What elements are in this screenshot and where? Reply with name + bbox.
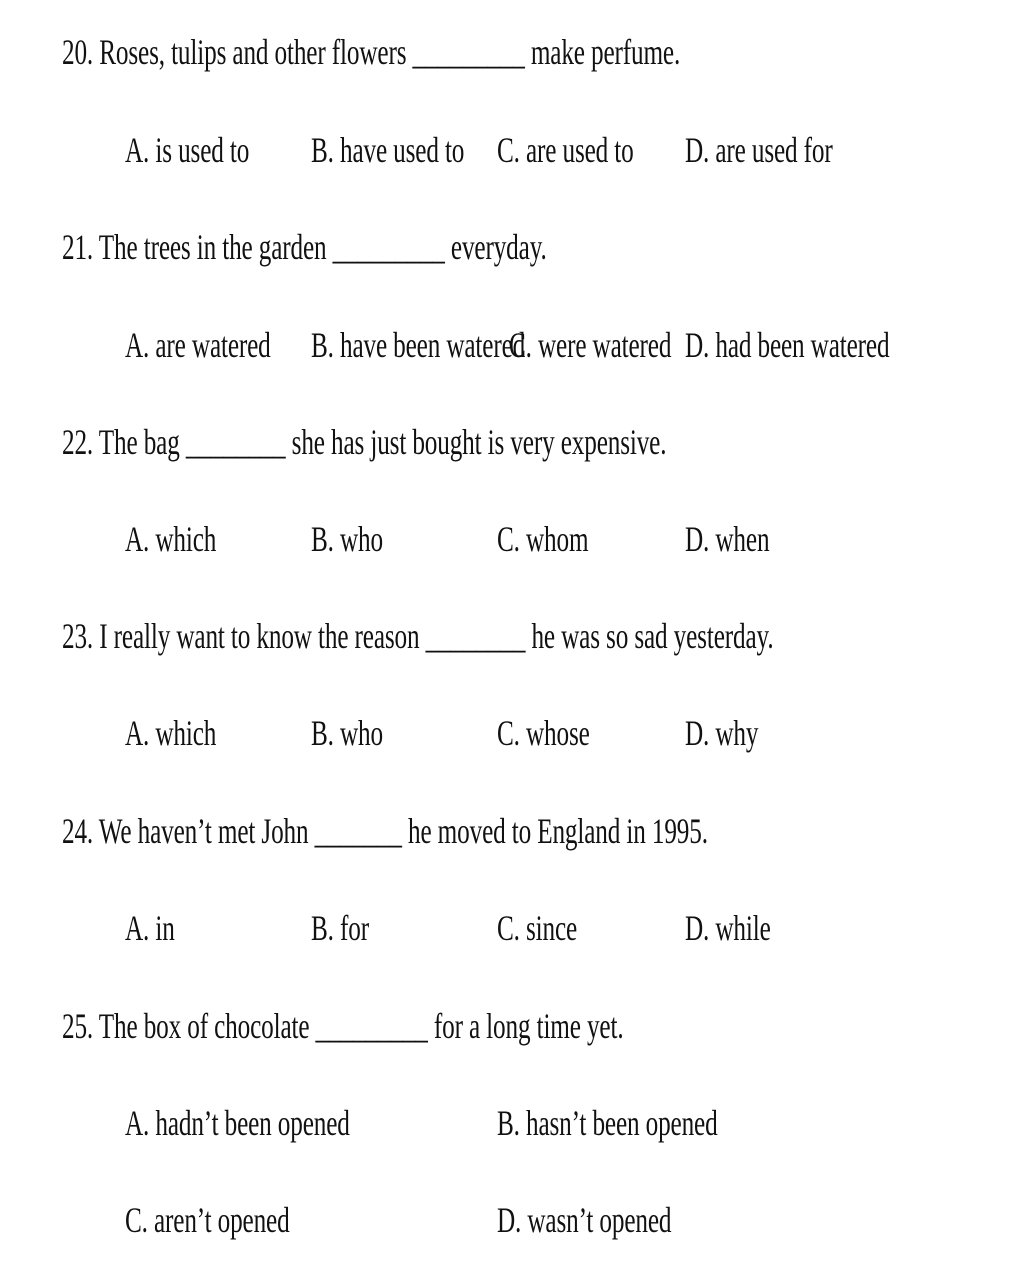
q21-option-b: B. have been watered [311, 325, 526, 365]
q20-option-b: B. have used to [311, 130, 465, 170]
q21-option-c: C. were watered [509, 325, 672, 365]
q25-option-a: A. hadn’t been opened [125, 1103, 350, 1143]
q21-option-a: A. are watered [125, 325, 271, 365]
q20-option-d: D. are used for [685, 130, 833, 170]
q25-option-c: C. aren’t opened [125, 1200, 290, 1240]
q22-option-c: C. whom [497, 519, 589, 559]
question-23: 23. I really want to know the reason ________ he was so sad yesterday. [62, 616, 774, 656]
q24-option-b: B. for [311, 908, 369, 948]
q22-option-a: A. which [125, 519, 217, 559]
q21-option-d: D. had been watered [685, 325, 890, 365]
question-24: 24. We haven’t met John _______ he moved to England in 1995. [62, 811, 708, 851]
q24-option-a: A. in [125, 908, 175, 948]
q24-option-c: C. since [497, 908, 578, 948]
q20-option-c: C. are used to [497, 130, 634, 170]
q23-option-c: C. whose [497, 713, 590, 753]
question-21: 21. The trees in the garden _________ everyday. [62, 227, 547, 267]
q22-option-b: B. who [311, 519, 383, 559]
q25-option-b: B. hasn’t been opened [497, 1103, 718, 1143]
question-20: 20. Roses, tulips and other flowers _________ make perfume. [62, 32, 681, 72]
q23-option-d: D. why [685, 713, 759, 753]
q23-option-a: A. which [125, 713, 217, 753]
q24-option-d: D. while [685, 908, 771, 948]
q20-option-a: A. is used to [125, 130, 250, 170]
q22-option-d: D. when [685, 519, 770, 559]
question-25: 25. The box of chocolate _________ for a long time yet. [62, 1006, 624, 1046]
q25-option-d: D. wasn’t opened [497, 1200, 672, 1240]
q23-option-b: B. who [311, 713, 383, 753]
question-22: 22. The bag ________ she has just bought is very expensive. [62, 422, 667, 462]
